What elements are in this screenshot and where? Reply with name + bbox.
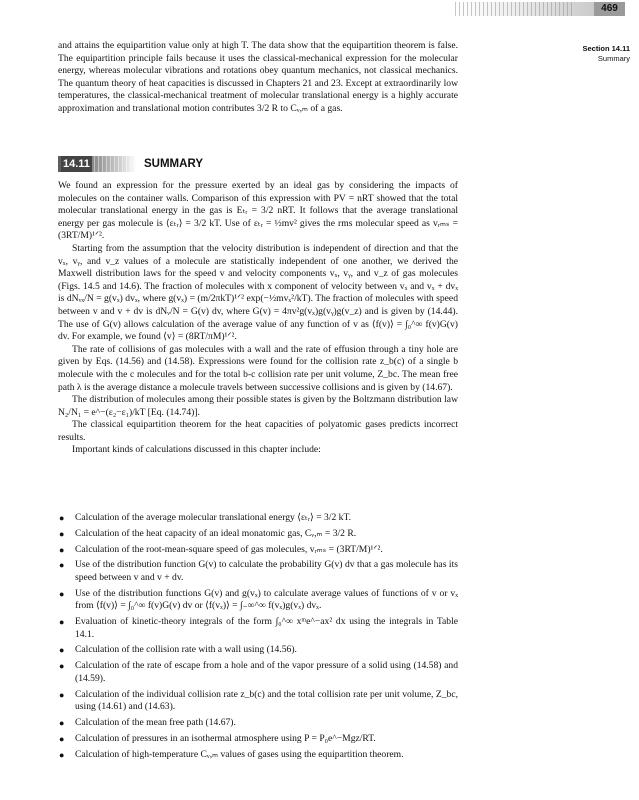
list-item xyxy=(58,544,458,557)
header-stripes xyxy=(455,2,575,16)
page-number: 469 xyxy=(594,2,625,16)
summary-paragraph: The rate of collisions of gas molecules with a wall and the rate of effusion through a tiny hole are given by Eqs. (14.56) and (14.58). Expressions were found for the collision rate z_b(c) of a single b molecule with the c molecules and for the total b-c collision rate per unit volume, Z_bc. The mean free path λ is the average distance a molecule travels between successive collisions and is given by (14.67). xyxy=(58,343,458,393)
list-item xyxy=(58,512,458,525)
list-item-text: Calculation of the collision rate with a wall using (14.56). xyxy=(75,644,297,656)
section-heading xyxy=(58,156,458,172)
list-item xyxy=(58,717,458,730)
bullet-icon: ● xyxy=(59,617,65,628)
list-item xyxy=(58,644,458,657)
list-item-text: Use of the distribution function G(v) to calculate the probability G(v) dv that a gas molecule has its speed between v and v + dv. xyxy=(75,559,458,583)
list-item xyxy=(58,528,458,541)
bullet-icon: ● xyxy=(59,588,65,599)
summary-paragraph: We found an expression for the pressure exerted by an ideal gas by considering the impacts of molecules on the container walls. Comparison of this expression with PV = nRT showed that the total molecular translational energy in the gas is Eₜᵣ = 3/2 nRT. It follows that the average translational energy per gas molecule is ⟨εₜᵣ⟩ = 3/2 kT. Use of εₜᵣ = ½mv² gives the rms molecular speed as vᵣₘₛ = (3RT/M)¹ᐟ². xyxy=(58,180,458,242)
list-item-text: Calculation of pressures in an isothermal atmosphere using P = P₀e^−Mgz/RT. xyxy=(75,732,376,744)
list-item-text: Evaluation of kinetic-theory integrals of the form ∫₀^∞ xᵐe^−ax² dx using the integrals in Table 14.1. xyxy=(75,616,458,640)
bullet-icon: ● xyxy=(59,544,65,555)
summary-body xyxy=(58,180,458,457)
list-item-text: Use of the distribution functions G(v) and g(vₓ) to calculate average values of functions of v or vₓ from ⟨f(v)⟩ = ∫₀^∞ f(v)G(v) dv or ⟨f(vₓ)⟩ = ∫₋∞^∞ f(vₓ)g(vₓ) dvₓ. xyxy=(75,587,458,612)
list-item-text: Calculation of the mean free path (14.67). xyxy=(75,717,236,728)
list-item-text: Calculation of the heat capacity of an ideal monatomic gas, Cᵥ,ₘ = 3/2 R. xyxy=(75,527,357,539)
bullet-icon: ● xyxy=(59,528,65,539)
intro-paragraph: and attains the equipartition value only at high T. The data show that the equipartition theorem is false. The equipartition principle fails because it uses the classical-mechanical expression for the molecular energy, whereas molecular vibrations and rotations obey quantum mechanics, not classical mechanics. The quantum theory of heat capacities is discussed in Chapters 21 and 23. Except at extraordinarily low temperatures, the classical-mechanical treatment of molecular translational energy is a highly accurate approximation and translational motion contributes 3/2 R to Cᵥ,ₘ of a gas. xyxy=(58,40,458,114)
summary-paragraph: The classical equipartition theorem for the heat capacities of polyatomic gases predicts incorrect results. xyxy=(58,419,458,443)
list-item-text: Calculation of the average molecular translational energy ⟨εₜᵣ⟩ = 3/2 kT. xyxy=(75,512,352,523)
bullet-icon: ● xyxy=(59,513,65,523)
summary-paragraph: Important kinds of calculations discussed in this chapter include: xyxy=(72,444,321,456)
list-item xyxy=(58,616,458,641)
margin-section-title: Summary xyxy=(597,54,630,63)
section-number-badge xyxy=(58,156,136,172)
list-item-text: Calculation of high-temperature Cᵥ,ₘ values of gases using the equipartition theorem. xyxy=(75,748,404,760)
summary-paragraph: The distribution of molecules among their possible states is given by the Boltzmann distribution law N₂/N₁ = e^−(ε₂−ε₁)/kT [Eq. (14.74)]. xyxy=(58,394,458,418)
bullet-icon: ● xyxy=(59,749,65,760)
summary-paragraph: Starting from the assumption that the velocity distribution is independent of direction and that the vₓ, vᵧ, and v_z values of a molecule are statistically independent of one another, we derived the Maxwell distribution laws for the speed v and velocity components vₓ, vᵧ, and v_z of gas molecules (Figs. 14.5 and 14.6). The fraction of molecules with x component of velocity between vₓ and vₓ + dvₓ is dNᵥₓ/N = g(vₓ) dvₓ, where g(vₓ) = (m/2πkT)¹ᐟ² exp(−½mvₓ²/kT). The fraction of molecules with speed between v and v + dv is dNᵥ/N = G(v) dv, where G(v) = 4πv²g(vₓ)g(vᵧ)g(v_z) and is given by (14.44). The use of G(v) allows calculation of the average value of any function of v as ⟨f(v)⟩ = ∫₀^∞ f(v)G(v) dv. For example, we found ⟨v⟩ = (8RT/πM)¹ᐟ². xyxy=(58,242,458,343)
intro-block xyxy=(58,40,458,116)
list-item xyxy=(58,749,458,762)
calculation-list xyxy=(58,512,458,764)
section-number: 14.11 xyxy=(63,158,90,170)
list-item xyxy=(58,588,458,613)
bullet-icon: ● xyxy=(59,733,65,744)
list-item xyxy=(58,660,458,685)
section-badge-ticks xyxy=(94,156,134,172)
list-item xyxy=(58,559,458,584)
list-item-text: Calculation of the root-mean-square speed of gas molecules, vᵣₘₛ = (3RT/M)¹ᐟ². xyxy=(75,543,383,555)
section-title: SUMMARY xyxy=(144,158,203,170)
bullet-icon: ● xyxy=(59,560,65,571)
bullet-icon: ● xyxy=(59,718,65,728)
bullet-icon: ● xyxy=(59,645,65,656)
bullet-icon: ● xyxy=(59,689,65,700)
list-item-text: Calculation of the rate of escape from a hole and of the vapor pressure of a solid using (14.58) and (14.59). xyxy=(75,660,458,684)
list-item-text: Calculation of the individual collision rate z_b(c) and the total collision rate per unit volume, Z_bc, using (14.61) and (14.63). xyxy=(75,688,458,713)
list-item xyxy=(58,689,458,714)
bullet-icon: ● xyxy=(59,661,65,672)
list-item xyxy=(58,733,458,746)
margin-note xyxy=(540,44,630,64)
margin-section-label: Section 14.11 xyxy=(582,44,630,53)
